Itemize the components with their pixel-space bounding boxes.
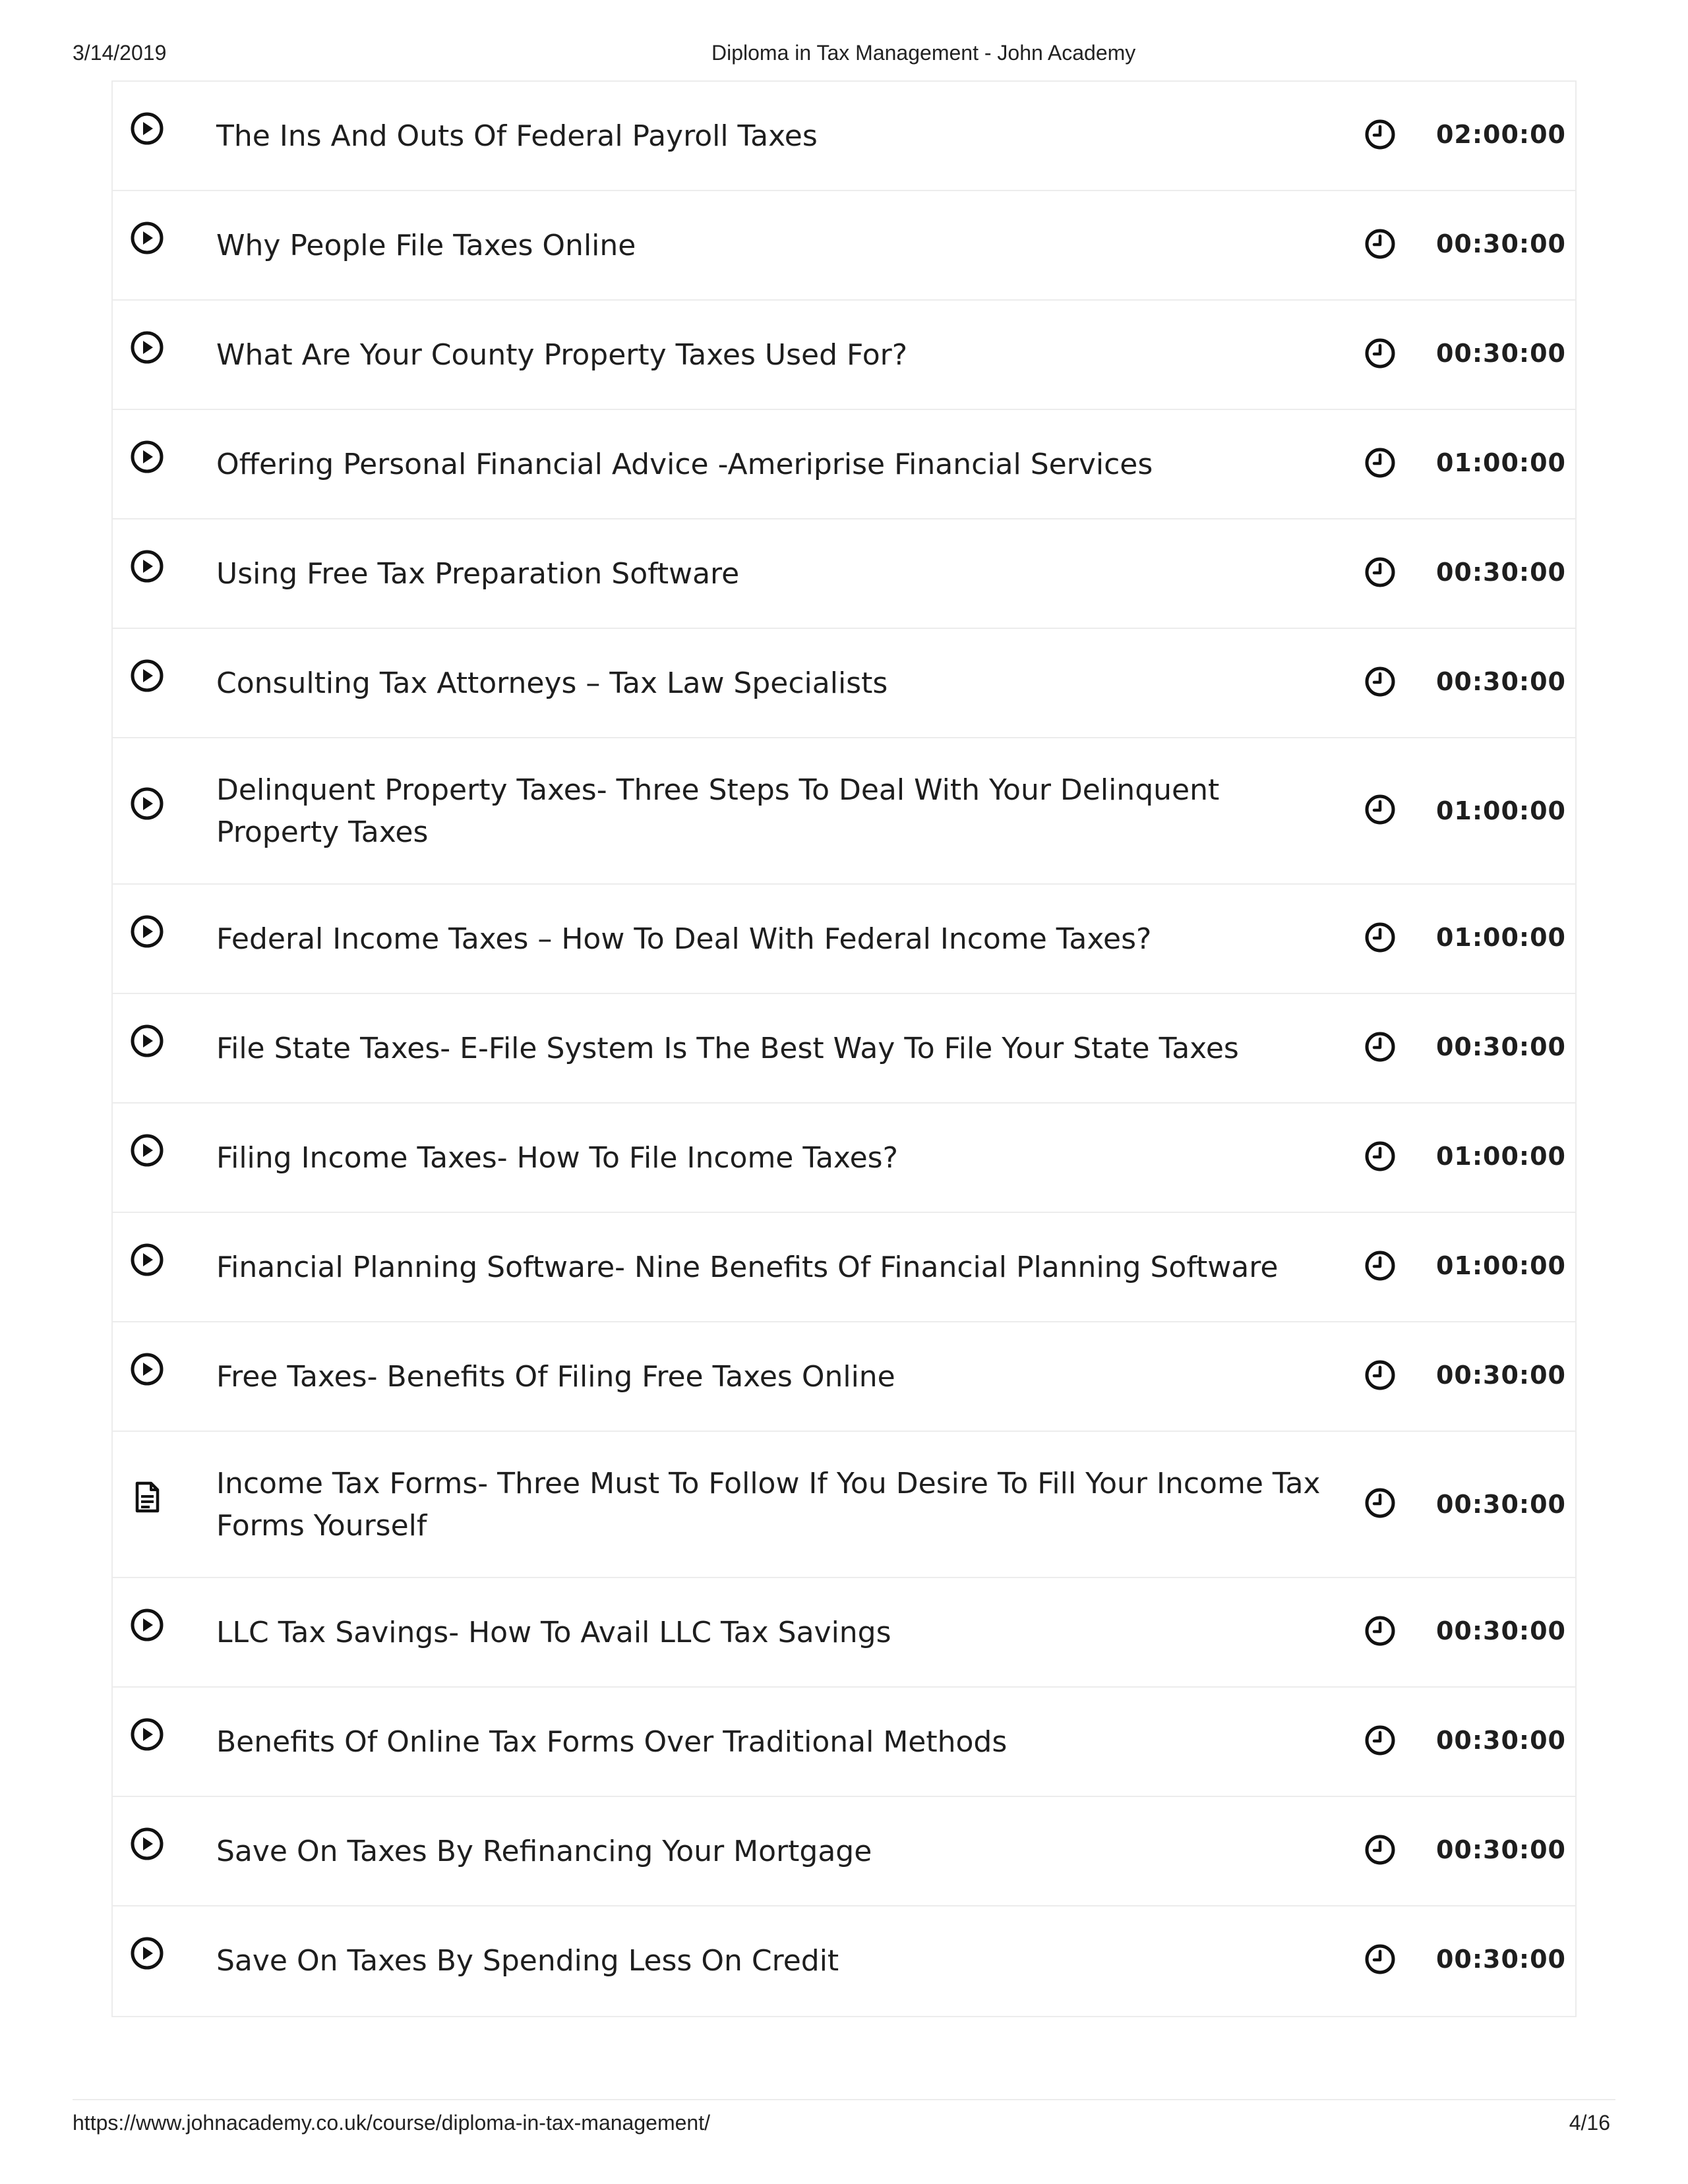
curriculum-item[interactable] xyxy=(113,1322,1575,1432)
lesson-title[interactable]: Save On Taxes By Refinancing Your Mortgage xyxy=(216,1835,872,1868)
clock-icon xyxy=(1363,920,1397,955)
lesson-title[interactable]: Why People File Taxes Online xyxy=(216,229,636,262)
lesson-duration: 00:30:00 xyxy=(1435,1616,1566,1645)
play-circle-icon xyxy=(129,439,165,475)
curriculum-item[interactable] xyxy=(113,885,1575,994)
clock-icon xyxy=(1363,792,1397,827)
document-icon xyxy=(129,1479,165,1515)
clock-icon xyxy=(1363,1486,1397,1520)
curriculum-item[interactable] xyxy=(113,1104,1575,1213)
lesson-duration: 00:30:00 xyxy=(1435,1726,1566,1755)
clock-icon xyxy=(1363,1723,1397,1757)
clock-icon xyxy=(1363,1139,1397,1173)
curriculum-item[interactable] xyxy=(113,1797,1575,1906)
lesson-title[interactable]: What Are Your County Property Taxes Used For? xyxy=(216,338,908,372)
lesson-duration: 01:00:00 xyxy=(1435,448,1566,477)
curriculum-item[interactable] xyxy=(113,1688,1575,1797)
curriculum-item[interactable] xyxy=(113,1906,1575,2016)
lesson-title[interactable]: Income Tax Forms- Three Must To Follow If You Desire To Fill Your Income Tax Forms Yourself xyxy=(216,1467,1321,1543)
lesson-title[interactable]: LLC Tax Savings- How To Avail LLC Tax Savings xyxy=(216,1616,891,1649)
lesson-title[interactable]: Financial Planning Software- Nine Benefits Of Financial Planning Software xyxy=(216,1251,1279,1284)
print-date: 3/14/2019 xyxy=(73,41,167,65)
print-header xyxy=(0,41,1688,67)
lesson-duration: 01:00:00 xyxy=(1435,923,1566,952)
play-circle-icon xyxy=(129,914,165,949)
lesson-title[interactable]: The Ins And Outs Of Federal Payroll Taxes xyxy=(216,119,818,153)
play-circle-icon xyxy=(129,220,165,256)
curriculum-list xyxy=(111,80,1577,2017)
clock-icon xyxy=(1363,1249,1397,1283)
play-circle-icon xyxy=(129,1935,165,1971)
play-circle-icon xyxy=(129,1351,165,1387)
clock-icon xyxy=(1363,664,1397,699)
clock-icon xyxy=(1363,555,1397,589)
curriculum-item[interactable] xyxy=(113,301,1575,410)
lesson-duration: 01:00:00 xyxy=(1435,796,1566,825)
play-circle-icon xyxy=(129,1826,165,1862)
lesson-duration: 00:30:00 xyxy=(1435,1032,1566,1061)
lesson-title[interactable]: Filing Income Taxes- How To File Income Taxes? xyxy=(216,1141,898,1175)
curriculum-item[interactable] xyxy=(113,1213,1575,1322)
play-circle-icon xyxy=(129,658,165,694)
curriculum-item[interactable] xyxy=(113,519,1575,629)
play-circle-icon xyxy=(129,1242,165,1278)
lesson-duration: 00:30:00 xyxy=(1435,558,1566,587)
page-number: 4/16 xyxy=(1569,2111,1610,2135)
play-circle-icon xyxy=(129,786,165,821)
play-circle-icon xyxy=(129,1717,165,1752)
lesson-title[interactable]: Offering Personal Financial Advice -Ameriprise Financial Services xyxy=(216,448,1153,481)
lesson-duration: 00:30:00 xyxy=(1435,667,1566,696)
play-circle-icon xyxy=(129,111,165,146)
footer-divider xyxy=(73,2099,1615,2100)
print-url: https://www.johnacademy.co.uk/course/diploma-in-tax-management/ xyxy=(73,2111,710,2135)
lesson-title[interactable]: Delinquent Property Taxes- Three Steps To Deal With Your Delinquent Property Taxes xyxy=(216,773,1220,849)
curriculum-item[interactable] xyxy=(113,1578,1575,1688)
curriculum-item[interactable] xyxy=(113,82,1575,191)
curriculum-item[interactable] xyxy=(113,629,1575,738)
curriculum-item[interactable] xyxy=(113,191,1575,301)
lesson-duration: 01:00:00 xyxy=(1435,1142,1566,1171)
curriculum-item[interactable] xyxy=(113,994,1575,1104)
play-circle-icon xyxy=(129,1133,165,1168)
lesson-title[interactable]: Using Free Tax Preparation Software xyxy=(216,557,740,591)
play-circle-icon xyxy=(129,1607,165,1643)
lesson-duration: 00:30:00 xyxy=(1435,229,1566,258)
print-page-title: Diploma in Tax Management - John Academy xyxy=(711,41,1136,65)
play-circle-icon xyxy=(129,548,165,584)
clock-icon xyxy=(1363,227,1397,261)
lesson-title[interactable]: Free Taxes- Benefits Of Filing Free Taxes Online xyxy=(216,1360,895,1394)
lesson-duration: 00:30:00 xyxy=(1435,1490,1566,1519)
play-circle-icon xyxy=(129,1023,165,1059)
lesson-duration: 00:30:00 xyxy=(1435,1835,1566,1864)
clock-icon xyxy=(1363,1614,1397,1648)
lesson-title[interactable]: Benefits Of Online Tax Forms Over Traditional Methods xyxy=(216,1725,1008,1759)
clock-icon xyxy=(1363,117,1397,152)
curriculum-item[interactable] xyxy=(113,738,1575,885)
curriculum-item[interactable] xyxy=(113,1432,1575,1578)
lesson-title[interactable]: File State Taxes- E-File System Is The Best Way To File Your State Taxes xyxy=(216,1032,1239,1065)
lesson-duration: 02:00:00 xyxy=(1435,120,1566,149)
clock-icon xyxy=(1363,446,1397,480)
clock-icon xyxy=(1363,1833,1397,1867)
lesson-title[interactable]: Consulting Tax Attorneys – Tax Law Specialists xyxy=(216,666,888,700)
clock-icon xyxy=(1363,1358,1397,1392)
clock-icon xyxy=(1363,336,1397,370)
clock-icon xyxy=(1363,1942,1397,1976)
lesson-duration: 01:00:00 xyxy=(1435,1251,1566,1280)
play-circle-icon xyxy=(129,330,165,365)
lesson-duration: 00:30:00 xyxy=(1435,1361,1566,1390)
lesson-duration: 00:30:00 xyxy=(1435,1945,1566,1974)
curriculum-item[interactable] xyxy=(113,410,1575,519)
lesson-duration: 00:30:00 xyxy=(1435,339,1566,368)
lesson-title[interactable]: Save On Taxes By Spending Less On Credit xyxy=(216,1944,839,1978)
clock-icon xyxy=(1363,1030,1397,1064)
lesson-title[interactable]: Federal Income Taxes – How To Deal With Federal Income Taxes? xyxy=(216,922,1152,956)
